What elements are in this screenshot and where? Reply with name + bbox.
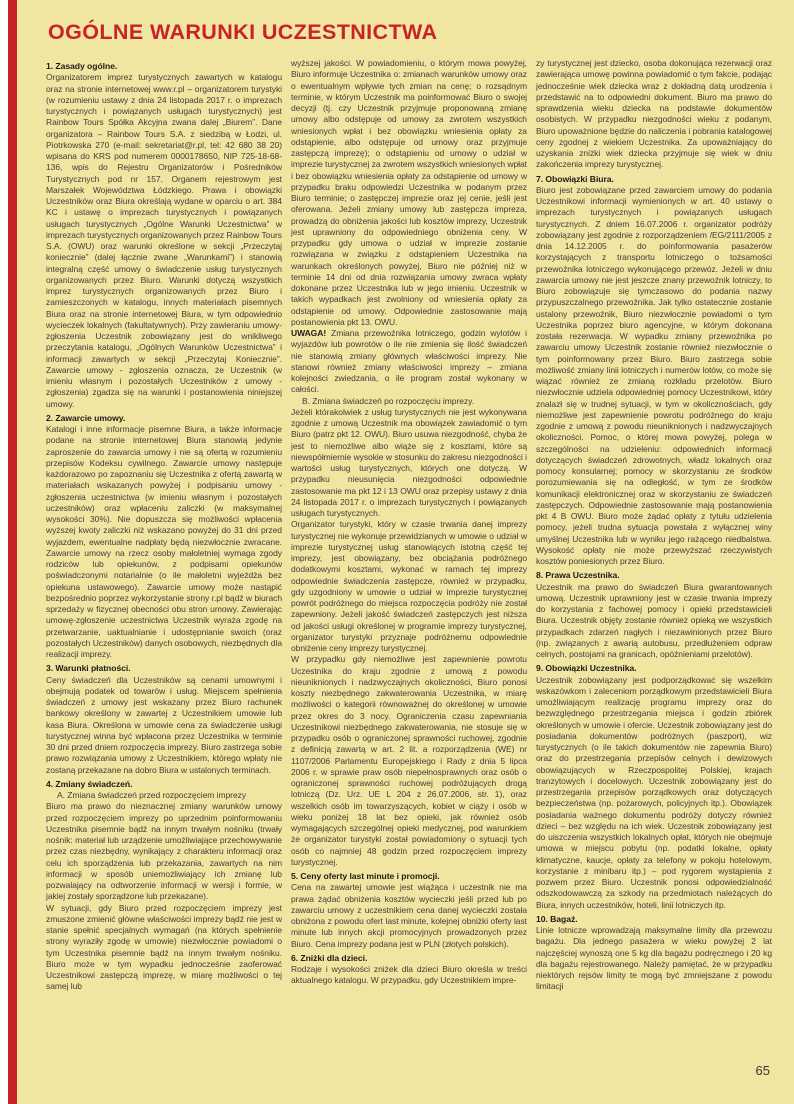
paragraph: Uczestnik zobowiązany jest podporządkować się wszelkim wskazówkom i zaleceniom porządkowym przedstawicieli Biura umożliwiającym realizację programu imprezy oraz do bezwzględnego przestrzegania miejsca i godzin zbiórek określonych w umowie i ofercie. Uczestnik zobowiązany jest do posiadania dokumentów podróżnych (paszport), wiz turystycznych (o ile takich dokumentów nie zapewnia Biuro) oraz do przestrzegania przepisów celnych i dewizowych obowiązujących w Rzeczpospolitej Polskiej, krajach tranzytowych i docelowych. Uczestnik zobowiązany jest do przestrzegania przepisów porządkowych oraz dotyczących bezpieczeństwa (np. pożarowych, policyjnych itp.). Obowiązek posiadania ważnego dokumentu podróży dotyczy również dzieci – bez względu na ich wiek. Uczestnik zobowiązany jest do uiszczenia wszystkich lokalnych opłat, których nie obejmuje umowa w miejscu pobytu (np. podatki lokalne, opłaty klimatyczne, kaucje, opłaty za telefony w pokoju hotelowym, korzystanie z minibaru itp.) – pod rygorem wystąpienia z pozwem przez Biuro. Uczestnik ponosi odpowiedzialność odszkodowawczą za szkody na przedmiotach należących do Biura, innych uczestników, hoteli, linii lotniczych itp.	[536, 674, 772, 910]
section-heading: 3. Warunki płatności.	[46, 663, 131, 674]
paragraph: wyższej jakości. W powiadomieniu, o którym mowa powyżej, Biuro informuje Uczestnika o: zmianach warunków umowy oraz o ewentualnym wpływie tych zmian na cenę; o rozsądnym terminie, w którym Uczestnik ma poinformować Biuro o swojej decyzji (tj. czy Uczestnik przyjmuje proponowaną zmianę umowy albo odstępuje od umowy za zwrotem wszystkich wniesionych wpłat i bez obowiązku wniesienia opłaty za odstąpienie, albo odstępuje od umowy oraz przyjmuje zastępczą imprezę); o odstąpieniu od umowy o udział w imprezie turystycznej za zwrotem wszystkich wniesionych wpłat i bez obowiązku wniesienia opłaty za odstąpienie od umowy w przypadku braku odpowiedzi Uczestnika w podanym przez Biuro terminie; o zastępczej imprezie oraz jej cenie, jeśli jest oferowana. Jeżeli zmiany umowy lub zastępcza impreza, prowadzą do obniżenia jakości lub kosztów imprezy, Uczestnik jest uprawniony do odpowiedniego obniżenia ceny. W przypadku gdy umowa o udział w imprezie zostanie rozwiązana w związku z odstąpieniem Uczestnika na warunkach określonych powyżej, Biuro nie później niż w terminie 14 dni od dnia rozwiązania umowy zwraca wpłaty dokonane przez Uczestnika lub w jego imieniu. Uczestnik w takich wypadkach jest zwolniony od wniesienia opłaty za odstąpienie od umowy. Odpowiednie zastosowanie mają postanowienia pkt 13. OWU.	[291, 58, 527, 327]
section-heading: 2. Zawarcie umowy.	[46, 412, 126, 423]
subsection-heading: B. Zmiana świadczeń po rozpoczęciu imprezy.	[302, 395, 475, 406]
paragraph: Biuro jest zobowiązane przed zawarciem umowy do podania Uczestnikowi informacji wymienionych w art. 40 ustawy o imprezach turystycznych i powiązanych usługach turystycznych. Z dniem 16.07.2006 r. organizator podróży zobowiązany jest zgodnie z rozporządzeniem /EG/2111/2005 z dnia 14.12.2005 r. do poinformowania pasażerów korzystających z transportu lotniczego o tożsamości przewoźnika lotniczego wykonującego przewóz. Jeżeli w dniu zawarcia umowy nie jest jeszcze znany przewoźnik lotniczy, to Biuro zobowiązuje się tymczasowo do podania nazwy przypuszczalnego przewoźnika. Jak tylko ostatecznie zostanie ustalony przewoźnik, Biuro niezwłocznie powiadomi o tym Uczestnika poprzez biuro agencyjne, w którym dokonana została rezerwacja. W wypadku zmiany przewoźnika po zawarciu umowy Uczestnik zostanie również niezwłocznie o tym poinformowany przez Biuro. Biuro zastrzega sobie możliwość zmiany linii lotniczych i numerów lotów, co może się wiązać również ze zmianą rozkładu przelotów. Biuro niezwłocznie udziela odpowiedniej pomocy Uczestnikowi, który znalazł się w trudnej sytuacji, w tym w okolicznościach, gdy niemożliwe jest zapewnienie powrotu podróżnego do kraju zgodnie z umową z powodu nieuniknionych i nadzwyczajnych okoliczności. Pomoc, o której mowa powyżej, polega w szczególności na udzieleniu: odpowiednich informacji dotyczących świadczeń zdrowotnych, władz lokalnych oraz pomocy konsularnej; pomocy w skorzystaniu ze środków porozumiewania się na odległość, w tym ze środków komunikacji elektronicznej oraz w skorzystaniu ze świadczeń zastępczych. Odpowiednie zastosowanie mają postanowienia pkt 4 B OWU. Biuro może żądać opłaty z tytułu udzielenia pomocy, jeżeli trudna sytuacja powstała z wyłącznej winy umyślnej Uczestnika lub w wyniku jego rażącego niedbalstwa. Wysokość opłaty nie może przewyższać rzeczywistych kosztów poniesionych przez Biuro.	[536, 184, 772, 566]
paragraph: Organizatorem imprez turystycznych zawartych w katalogu oraz na stronie internetowej www.r.pl – organizatorem turystyki (w rozumieniu ustawy z dnia 24 listopada 2017 r. o imprezach turystycznych i powiązanych usługach turystycznych) jest Rainbow Tours Spółka Akcyjna zwana dalej „Biurem”. Dane organizatora – Rainbow Tours S.A. z siedzibą w Łodzi, ul. Piotrkowska 270 (e-mail: sekretariat@r.pl, tel: 42 680 38 20) wpisana do KRS pod numerem 0000178650, NIP 725-18-68-136, wpis do Rejestru Organizatorów i Pośredników Turystycznych pod nr 157. Organem rejestrowym jest Marszałek Województwa Łódzkiego. Prawa i obowiązki Uczestników oraz Biura określają wydane w oparciu o art. 384 KC i ustawę o imprezach turystycznych i powiązanych usługach turystycznych „Ogólne Warunki Uczestnictwa” w imprezach turystycznych organizowanych przez Rainbow Tours S.A. (OWU) oraz warunki określone w sekcji „Przeczytaj koniecznie” (dalej łącznie zwane „Warunkami”) i stanowią integralną część umowy o świadczenie usług turystycznych organizowanych przez Biuro. Warunki dotyczą wszystkich imprez turystycznych organizowanych przez Biuro i zamieszczonych w katalogu, innych materiałach pisemnych Biura oraz na stronie internetowej Biura, w tym odpowiednio wycieczek lokalnych (fakultatywnych). Przy zawieraniu umowy-zgłoszenia Uczestnik zobowiązany jest do wnikliwego przeczytania katalogu, „Ogólnych Warunków Uczestnictwa” i informacji zawartych w sekcji „Przeczytaj Koniecznie”. Zawarcie umowy - zgłoszenia oznacza, że Uczestnik (w imieniu własnym i pozostałych Uczestników z umowy - zgłoszenia) zgadza się na warunki i postanowienia niniejszej umowy.	[46, 72, 282, 409]
paragraph-lead: UWAGA!	[291, 328, 332, 338]
section-heading: 4. Zmiany świadczeń.	[46, 778, 133, 789]
section-heading: 10. Bagaż.	[536, 913, 578, 924]
section-heading: 7. Obowiązki Biura.	[536, 173, 614, 184]
subsection-heading: A. Zmiana świadczeń przed rozpoczęciem imprezy	[57, 790, 247, 800]
section-heading: 5. Ceny oferty last minute i promocji.	[291, 871, 440, 881]
red-edge-bar	[8, 0, 17, 1104]
text-column-3	[536, 58, 772, 993]
paragraph: Cena na zawartej umowie jest wiążąca i uczestnik nie ma prawa żądać obniżenia kosztów wycieczki jeśli przed lub po zawarciu umowy z uczestnikiem cena danej wycieczki została obniżona z powodu ofert last minute, kolejnej obniżki oferty last minute lub innych akcji promocyjnych prowadzonych przez Biuro. Cena imprezy podana jest w PLN (złotych polskich).	[291, 882, 527, 949]
left-margin-strip	[0, 0, 8, 1104]
text-columns	[46, 58, 772, 993]
section-heading: 1. Zasady ogólne.	[46, 61, 118, 71]
text-column-1	[46, 58, 282, 993]
paragraph: W sytuacji, gdy Biuro przed rozpoczęciem imprezy jest zmuszone zmienić główne właściwości imprezy bądź nie jest w stanie spełnić specjalnych wymagań (na których spełnienie strony wyraziły zgodę w umowie) niezwłocznie powiadomi o tym Uczestnika pisemnie bądź na innym trwałym nośniku. Biuro może w tym wypadku jednocześnie zaoferować Uczestnikowi zastępczą imprezę, w miarę możliwości o tej samej lub	[46, 902, 282, 992]
paragraph: Ceny świadczeń dla Uczestników są cenami umownymi i obejmują podatek od towarów i usług. Miejscem spełnienia świadczeń z umowy jest wskazany przez Biuro rachunek bankowy określony w zawartej z Uczestnikiem umowie lub kasa Biura. Określona w umowie cena za świadczenie usługi turystycznej winna być wpłacona przez Uczestnika w terminie 30 dni przed dniem rozpoczęcia imprezy. Biuro zastrzega sobie prawo rozwiązania umowy z Uczestnikiem, którego wpłaty nie zostaną przekazane na dobro Biura w ustalonych terminach.	[46, 674, 282, 775]
text-column-2	[291, 58, 527, 993]
section-heading: 8. Prawa Uczestnika.	[536, 570, 620, 581]
paragraph: zy turystycznej jest dziecko, osoba dokonująca rezerwacji oraz zawierająca umowę powinna powiadomić o tym fakcie, podając jednocześnie wiek dziecka wraz z dokładną datą urodzenia i przedstawić na to odpowiedni dokument. Biuro ma prawo do sprawdzenia wieku dziecka na podstawie dokumentów osobistych. W przypadku niezgodności wieku z podanym, Biuro upoważnione będzie do naliczenia i pobrania katalogowej ceny zgodnej z wiekiem Uczestnika. Za upoważniający do uzyskania zniżki wiek dziecka przyjmuje się wiek w dniu zakończenia imprezy turystycznej.	[536, 58, 772, 170]
section-heading: 9. Obowiązki Uczestnika.	[536, 663, 637, 674]
paragraph: Rodzaje i wysokości zniżek dla dzieci Biuro określa w treści aktualnego katalogu. W przypadku, gdy Uczestnikiem impre-	[291, 964, 527, 986]
paragraph: Jeżeli którakolwiek z usług turystycznych nie jest wykonywana zgodnie z umową Uczestnik ma obowiązek zawiadomić o tym Biuro (patrz pkt 12. OWU). Biuro usuwa niezgodność, chyba że jest to niemożliwe albo wiąże się z kosztami, które są niewspółmiernie wysokie w stosunku do zakresu niezgodności i wartości usług turystycznych, których one dotyczą. W przypadku nieusunięcia niezgodności odpowiednie zastosowanie ma pkt 12 i 13 OWU oraz przepisy ustawy z dnia 24 listopada 2017 r. o imprezach turystycznych i powiązanych usługach turystycznych.	[291, 406, 527, 518]
paragraph: Linie lotnicze wprowadzają maksymalne limity dla przewozu bagażu. Dla jednego pasażera w wieku powyżej 2 lat najczęściej wynoszą one 5 kg dla bagażu podręcznego i 20 kg dla bagażu rejestrowanego. Należy pamiętać, że w przypadku niektórych rejsów limity te mogą być zmniejszane z powodu limitacji	[536, 925, 772, 992]
paragraph: Katalogi i inne informacje pisemne Biura, a także informacje podane na stronie internetowej Biura stanowią jedynie zaproszenie do zawarcia umowy i nie są ofertą w rozumieniu przepisów Kodeksu cywilnego. Zawarcie umowy następuje każdorazowo po zapoznaniu się Uczestnika z ofertą zawartą w materiałach wskazanych powyżej i podpisaniu umowy - zgłoszenia uczestnictwa (w imieniu własnym i pozostałych uczestników) oraz wpłaceniu zaliczki (w maksymalnej wysokości 30%). Nie dopuszcza się możliwości wpłacenia wyższej kwoty zaliczki niż wskazano powyżej do 31 dni przed wyjazdem, ewentualne nadpłaty będą niezwłocznie zwracane. Zawarcie umowy na rzecz osoby małoletniej wymaga zgody rodziców lub opiekunów, z podpisami opiekunów poświadczonymi notarialnie (o ile małoletni wyjeżdża bez opiekuna ustawowego). Zawarcie umowy może nastąpić bezpośrednio poprzez wykorzystanie strony r.pl bądź w biurach sprzedaży w fizycznej obecności obu stron umowy. Zawierając umowę-zgłoszenie uczestnictwa Uczestnik wyraża zgodę na przetwarzanie, uaktualnianie i udostępnianie swoich (oraz pozostałych Uczestników) danych osobowych, niezbędnych dla realizacji imprezy.	[46, 424, 282, 659]
document-content	[46, 20, 772, 993]
paragraph: Uczestnik ma prawo do świadczeń Biura gwarantowanych umową. Uczestnik uprawniony jest w czasie trwania imprezy do korzystania z fachowej pomocy i opieki przedstawicieli Biura. Uczestnik objęty zostanie również opieką we wszystkich przypadkach zdarzeń nagłych i niezawinionych przez Biuro (np. związanych z awarią autobusu, przedłużeniem odpraw celnych, postojami na granicach, opóźnieniami przelotów).	[536, 581, 772, 659]
paragraph: W przypadku gdy niemożliwe jest zapewnienie powrotu Uczestnika do kraju zgodnie z umową z powodu nieuniknionych i nadzwyczajnych okoliczności, Biuro ponosi koszty niezbędnego zakwaterowania Uczestnika, w miarę możliwości o kategorii równoważnej do określonej w umowie przez okres do 3 nocy. Ograniczenia czasu zapewniania Uczestnikowi niezbędnego zakwaterowania, nie stosuje się w przypadku osób o ograniczonej sprawności ruchowej, zgodnie z definicją zawartą w art. 2 lit. a rozporządzenia (WE) nr 1107/2006 Parlamentu Europejskiego i Rady z dnia 5 lipca 2006 r. w sprawie praw osób niepełnosprawnych oraz osób o ograniczonej sprawności ruchowej podróżujących drogą lotniczą (Dz. Urz. UE L 204 z 26.07.2006, str. 1), oraz wszelkich osób im towarzyszących, kobiet w ciąży i osób w wieku poniżej 18 lat bez opieki, jak również osób wymagających szczególnej opieki medycznej, pod warunkiem że organizator turystyki został powiadomiony o sytuacji tych osób co najmniej 48 godzin przed rozpoczęciem imprezy turystycznej.	[291, 654, 527, 867]
page-title: OGÓLNE WARUNKI UCZESTNICTWA	[48, 20, 438, 44]
page-number: 65	[755, 1063, 770, 1078]
paragraph: Organizator turystyki, który w czasie trwania danej imprezy turystycznej nie wykonuje przewidzianych w umowie o udział w imprezie turystycznej usług stanowiących istotną część tej imprezy, jest obowiązany, bez obciążania podróżnego dodatkowymi kosztami, wykonać w ramach tej imprezy odpowiednie świadczenia zastępcze, również w przypadku, gdy uzgodniony w umowie o udział w imprezie turystycznej powrót podróżnego do miejsca rozpoczęcia podróży nie został zapewniony. Jeżeli jakość świadczeń zastępczych jest niższa od jakości usługi określonej w programie imprezy turystycznej, organizator turystyki przyznaje podróżnemu odpowiednie obniżenie ceny imprezy turystycznej.	[291, 519, 527, 653]
paragraph: Biuro ma prawo do nieznacznej zmiany warunków umowy przed rozpoczęciem imprezy po uprzednim poinformowaniu Uczestnika pisemnie bądź na innym trwałym nośniku (trwały nośnik: materiał lub urządzenie umożliwiające przechowywanie przez czas niezbędny, wynikający z charakteru informacji oraz celu ich sporządzenia lub przekazania, zawartych na nim informacji w sposób uniemożliwiający ich zmianę lub pozwalający na odtworzenie informacji w wersji i formie, w jakiej zostały sporządzone lub przekazane).	[46, 801, 282, 902]
paragraph: UWAGA! Zmiana przewoźnika lotniczego, godzin wylotów i wyjazdów lub powrotów o ile nie zmienia się ilość świadczeń nie stanowią zmiany głównych właściwości imprezy. Nie stanowi również zmiany właściwości imprezy – zmiana kolejności zwiedzania, o ile program został wykonany w całości.	[291, 328, 527, 395]
section-heading: 6. Zniżki dla dzieci.	[291, 952, 368, 963]
